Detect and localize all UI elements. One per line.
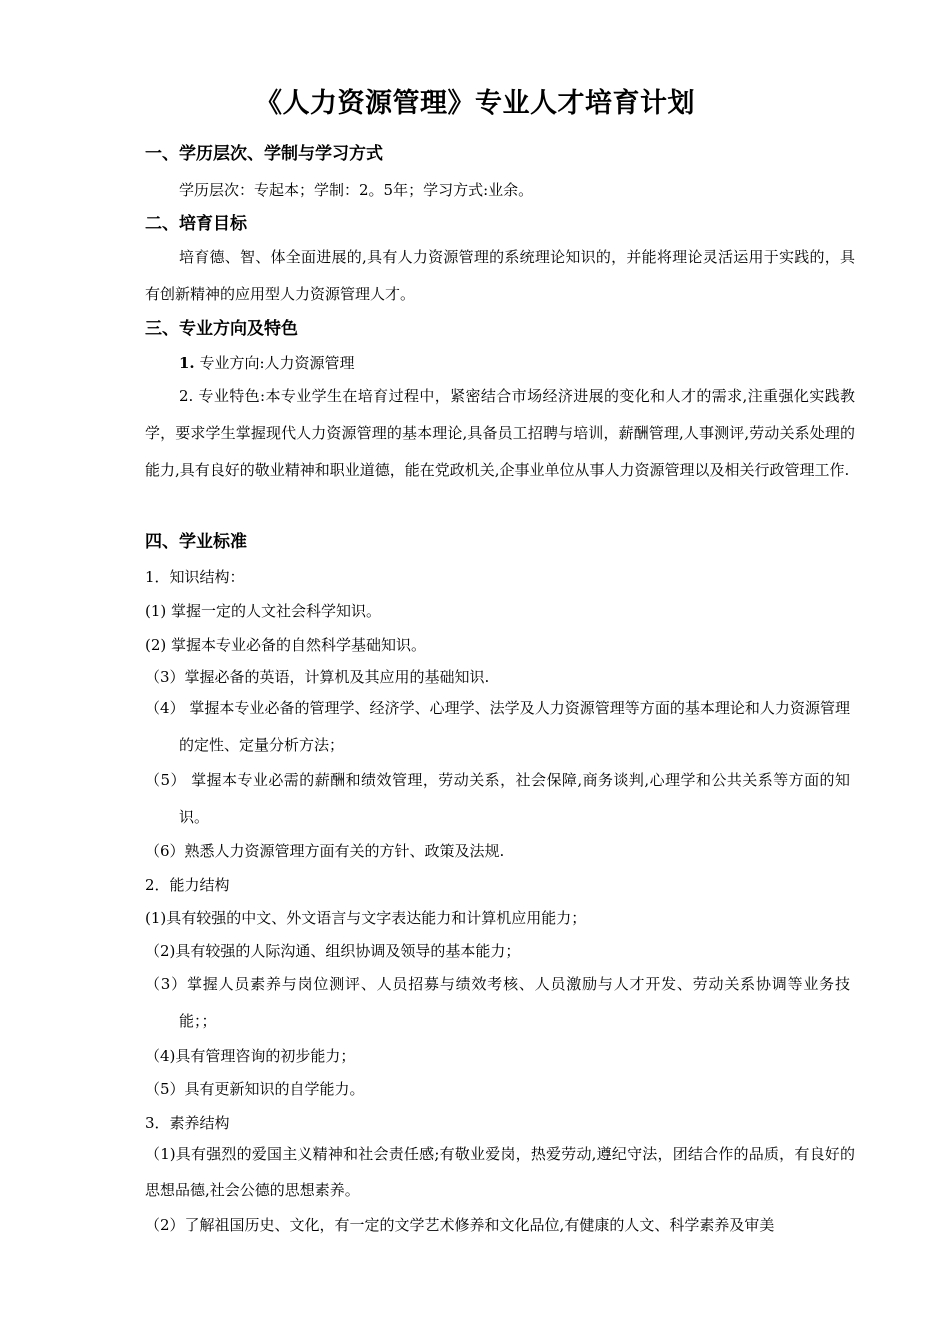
section-heading-2: 二、培育目标 <box>145 214 247 234</box>
ability-item-3: （3）掌握人员素养与岗位测评、人员招募与绩效考核、人员激励与人才开发、劳动关系协调等业务技能；； <box>145 975 850 1030</box>
ability-item-1: (1)具有较强的中文、外文语言与文字表达能力和计算机应用能力； <box>145 909 587 927</box>
ability-structure-title: 2．能力结构 <box>145 876 230 894</box>
knowledge-item-2: (2) 掌握本专业必备的自然科学基础知识。 <box>145 636 427 654</box>
ability-item-2: （2)具有较强的人际沟通、组织协调及领导的基本能力； <box>145 942 521 960</box>
section-2-text: 培育德、智、体全面进展的,具有人力资源管理的系统理论知识的，并能将理论灵活运用于实践的，具有创新精神的应用型人力资源管理人才。 <box>145 248 855 303</box>
ability-item-5: （5）具有更新知识的自学能力。 <box>145 1080 365 1098</box>
document-title: 《人力资源管理》专业人才培育计划 <box>255 88 695 119</box>
knowledge-structure-title: 1．知识结构： <box>145 568 245 586</box>
knowledge-item-3: （3）掌握必备的英语，计算机及其应用的基础知识. <box>145 668 490 686</box>
ability-item-4: （4)具有管理咨询的初步能力； <box>145 1047 356 1065</box>
item-number: 1. <box>179 354 195 372</box>
item-text: 专业方向:人力资源管理 <box>194 354 355 372</box>
section-heading-3: 三、专业方向及特色 <box>145 319 298 339</box>
quality-structure-title: 3．素养结构 <box>145 1114 230 1132</box>
knowledge-item-4: （4） 掌握本专业必备的管理学、经济学、心理学、法学及人力资源管理等方面的基本理论和人力资源管理的定性、定量分析方法； <box>145 699 850 754</box>
section-3-item-2: 2. 专业特色:本专业学生在培育过程中，紧密结合市场经济进展的变化和人才的需求,注重强化实践教学，要求学生掌握现代人力资源管理的基本理论,具备员工招聘与培训，薪酬管理,人事测评,劳动关系处理的能力,具有良好的敬业精神和职业道德，能在党政机关,企事业单位从事人力资源管理以及相关行政管理工作. <box>145 387 855 479</box>
knowledge-item-1: (1) 掌握一定的人文社会科学知识。 <box>145 602 382 620</box>
section-1-text: 学历层次：专起本；学制：2。5年；学习方式:业余。 <box>179 181 534 199</box>
quality-item-1: （1)具有强烈的爱国主义精神和社会责任感;有敬业爱岗，热爱劳动,遵纪守法，团结合作的品质，有良好的思想品德,社会公德的思想素养。 <box>145 1145 855 1199</box>
section-heading-4: 四、学业标准 <box>145 532 247 552</box>
knowledge-item-5: （5） 掌握本专业必需的薪酬和绩效管理，劳动关系，社会保障,商务谈判,心理学和公共关系等方面的知识。 <box>145 771 850 826</box>
quality-item-2: （2）了解祖国历史、文化，有一定的文学艺术修养和文化品位,有健康的人文、科学素养及审美 <box>145 1216 775 1234</box>
section-3-item-1 <box>179 350 355 376</box>
section-heading-1: 一、学历层次、学制与学习方式 <box>145 144 383 164</box>
knowledge-item-6: （6）熟悉人力资源管理方面有关的方针、政策及法规. <box>145 842 505 860</box>
